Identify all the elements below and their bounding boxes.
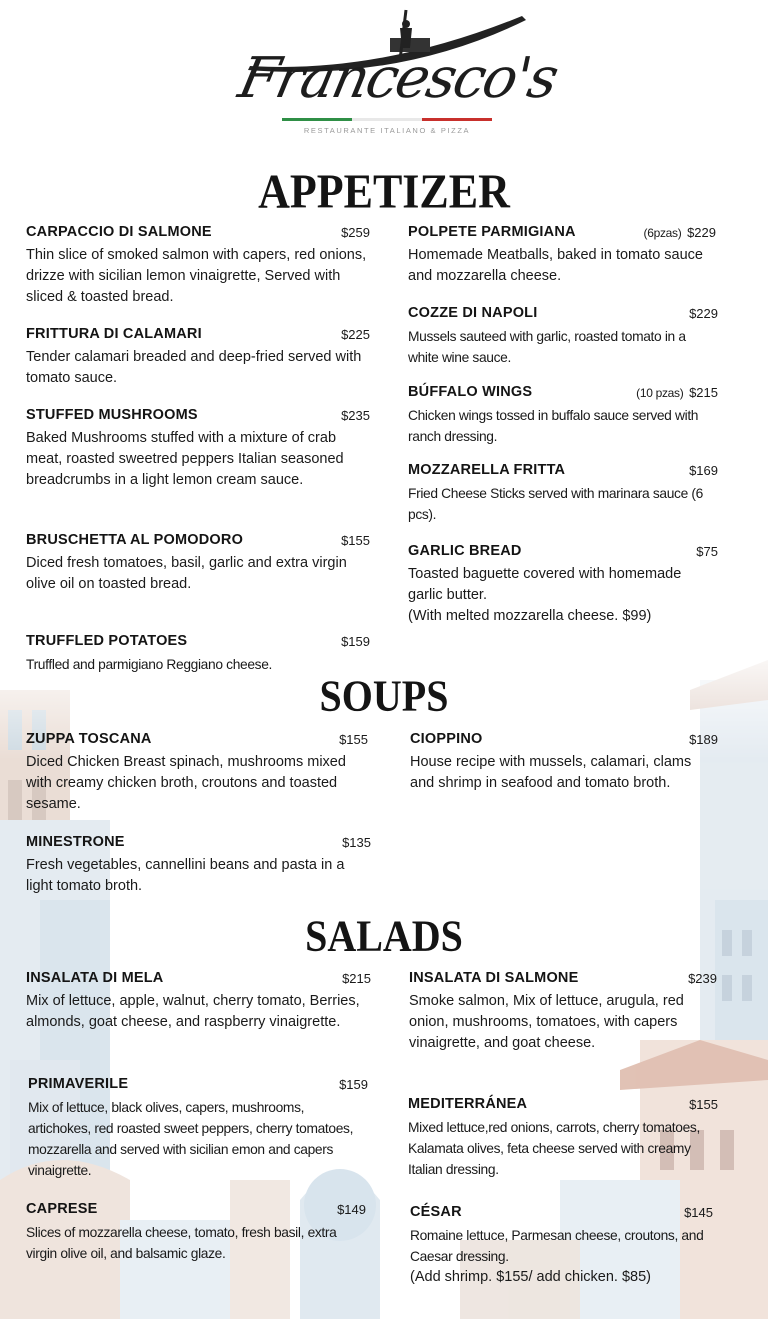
item-price: $259 — [341, 225, 370, 240]
item-price: $149 — [337, 1202, 366, 1217]
item-price: $215 — [342, 971, 371, 986]
item-price: $189 — [689, 732, 718, 747]
item-name: PRIMAVERILE — [28, 1076, 129, 1092]
item-description: Fresh vegetables, cannellini beans and pasta in a light tomato broth. — [26, 857, 345, 894]
menu-item — [26, 731, 368, 815]
item-name: BRUSCHETTA AL POMODORO — [26, 532, 244, 548]
item-price: $145 — [684, 1205, 713, 1220]
menu-item — [408, 224, 716, 287]
item-name: CAPRESE — [26, 1201, 98, 1217]
item-description: Mussels sauteed with garlic, roasted tomato in a white wine sauce. — [408, 329, 686, 365]
item-description: Thin slice of smoked salmon with capers, red onions, drizze with sicilian lemon vinaigrette, Served with sliced & toasted bread. — [26, 247, 367, 305]
item-description: Romaine lettuce, Parmesan cheese, croutons, and Caesar dressing. — [410, 1228, 704, 1264]
item-name: STUFFED MUSHROOMS — [26, 407, 198, 423]
item-price: $135 — [342, 835, 371, 850]
item-price: $225 — [341, 327, 370, 342]
section-title-soups: SOUPS — [319, 670, 449, 721]
item-name: ZUPPA TOSCANA — [26, 731, 152, 747]
italian-flag-stripe — [282, 118, 492, 122]
item-extra-note: (With melted mozzarella cheese. $99) — [408, 608, 652, 624]
item-price: $229 — [689, 306, 718, 321]
item-description: Diced Chicken Breast spinach, mushrooms mixed with creamy chicken broth, croutons and toasted sesame. — [26, 754, 346, 812]
item-name: INSALATA DI MELA — [26, 970, 164, 986]
menu-item — [408, 384, 718, 447]
item-price: $215 — [689, 385, 718, 400]
item-description: Diced fresh tomatoes, basil, garlic and extra virgin olive oil on toasted bread. — [26, 555, 347, 592]
item-description: House recipe with mussels, calamari, clams and shrimp in seafood and tomato broth. — [410, 754, 692, 791]
item-price: $239 — [688, 971, 717, 986]
menu-item — [410, 731, 718, 794]
menu-item — [408, 543, 718, 627]
item-price: $169 — [689, 463, 718, 478]
menu-item — [408, 305, 718, 368]
item-name: MOZZARELLA FRITTA — [408, 462, 566, 478]
menu-item — [28, 1076, 368, 1181]
item-name: INSALATA DI SALMONE — [409, 970, 579, 986]
item-name: FRITTURA DI CALAMARI — [26, 326, 202, 342]
item-description: Slices of mozzarella cheese, tomato, fresh basil, extra virgin olive oil, and balsamic glaze. — [26, 1225, 337, 1261]
item-description: Truffled and parmigiano Reggiano cheese. — [26, 657, 273, 672]
menu-item — [26, 326, 370, 389]
item-description: Chicken wings tossed in buffalo sauce served with ranch dressing. — [408, 408, 699, 444]
item-description: Mix of lettuce, apple, walnut, cherry tomato, Berries, almonds, goat cheese, and raspberry vinaigrette. — [26, 993, 360, 1030]
item-price: $155 — [689, 1097, 718, 1112]
menu-item — [409, 970, 717, 1054]
item-name: CIOPPINO — [410, 731, 483, 747]
menu-item — [26, 224, 370, 308]
item-description: Toasted baguette covered with homemade garlic butter. — [408, 566, 682, 603]
item-quantity: (6pzas) — [643, 226, 682, 240]
item-description: Fried Cheese Sticks served with marinara sauce (6 pcs). — [408, 486, 703, 522]
item-description: Mixed lettuce,red onions, carrots, cherry tomatoes, Kalamata olives, feta cheese served with creamy Italian dressing. — [408, 1120, 700, 1177]
item-extra-note: (Add shrimp. $155/ add chicken. $85) — [410, 1269, 651, 1285]
item-name: CÉSAR — [410, 1204, 462, 1220]
item-name: COZZE DI NAPOLI — [408, 305, 538, 321]
menu-item — [26, 1201, 366, 1264]
item-price: $155 — [341, 533, 370, 548]
menu-item — [26, 834, 371, 897]
item-price: $159 — [339, 1077, 368, 1092]
item-price: $159 — [341, 634, 370, 649]
section-title-appetizer: APPETIZER — [258, 164, 510, 219]
menu-item — [408, 1096, 718, 1180]
menu-item — [26, 407, 370, 491]
menu-item — [26, 970, 371, 1033]
item-price: $155 — [339, 732, 368, 747]
menu-item — [408, 462, 718, 525]
item-name: MINESTRONE — [26, 834, 125, 850]
item-price: $75 — [696, 544, 718, 559]
logo-tagline: RESTAURANTE ITALIANO & PIZZA — [303, 126, 471, 135]
menu-item — [410, 1204, 713, 1288]
item-description: Homemade Meatballs, baked in tomato sauce and mozzarella cheese. — [408, 247, 703, 284]
section-title-salads: SALADS — [305, 910, 463, 961]
item-name: GARLIC BREAD — [408, 543, 522, 559]
item-price: $229 — [687, 225, 716, 240]
item-name: BÚFFALO WINGS — [408, 384, 533, 400]
menu-item — [26, 532, 370, 595]
item-name: MEDITERRÁNEA — [408, 1096, 528, 1112]
item-name: CARPACCIO DI SALMONE — [26, 224, 212, 240]
restaurant-logo — [230, 8, 563, 138]
item-name: TRUFFLED POTATOES — [26, 633, 188, 649]
item-quantity: (10 pzas) — [636, 386, 684, 400]
item-name: POLPETE PARMIGIANA — [408, 224, 576, 240]
item-price: $235 — [341, 408, 370, 423]
item-description: Baked Mushrooms stuffed with a mixture of crab meat, roasted sweetred peppers Italian seasoned breadcrumbs in a light lemon cream sauce. — [26, 430, 344, 488]
item-description: Smoke salmon, Mix of lettuce, arugula, red onion, mushrooms, tomatoes, with capers vinaigrette, and goat cheese. — [409, 993, 684, 1051]
item-description: Mix of lettuce, black olives, capers, mushrooms, artichokes, red roasted sweet peppers, cherry tomatoes, mozzarella and served with sicilian emon and capers vinaigrette. — [28, 1100, 354, 1178]
item-description: Tender calamari breaded and deep-fried served with tomato sauce. — [26, 349, 362, 386]
logo-wordmark: Francesco's — [233, 46, 563, 111]
